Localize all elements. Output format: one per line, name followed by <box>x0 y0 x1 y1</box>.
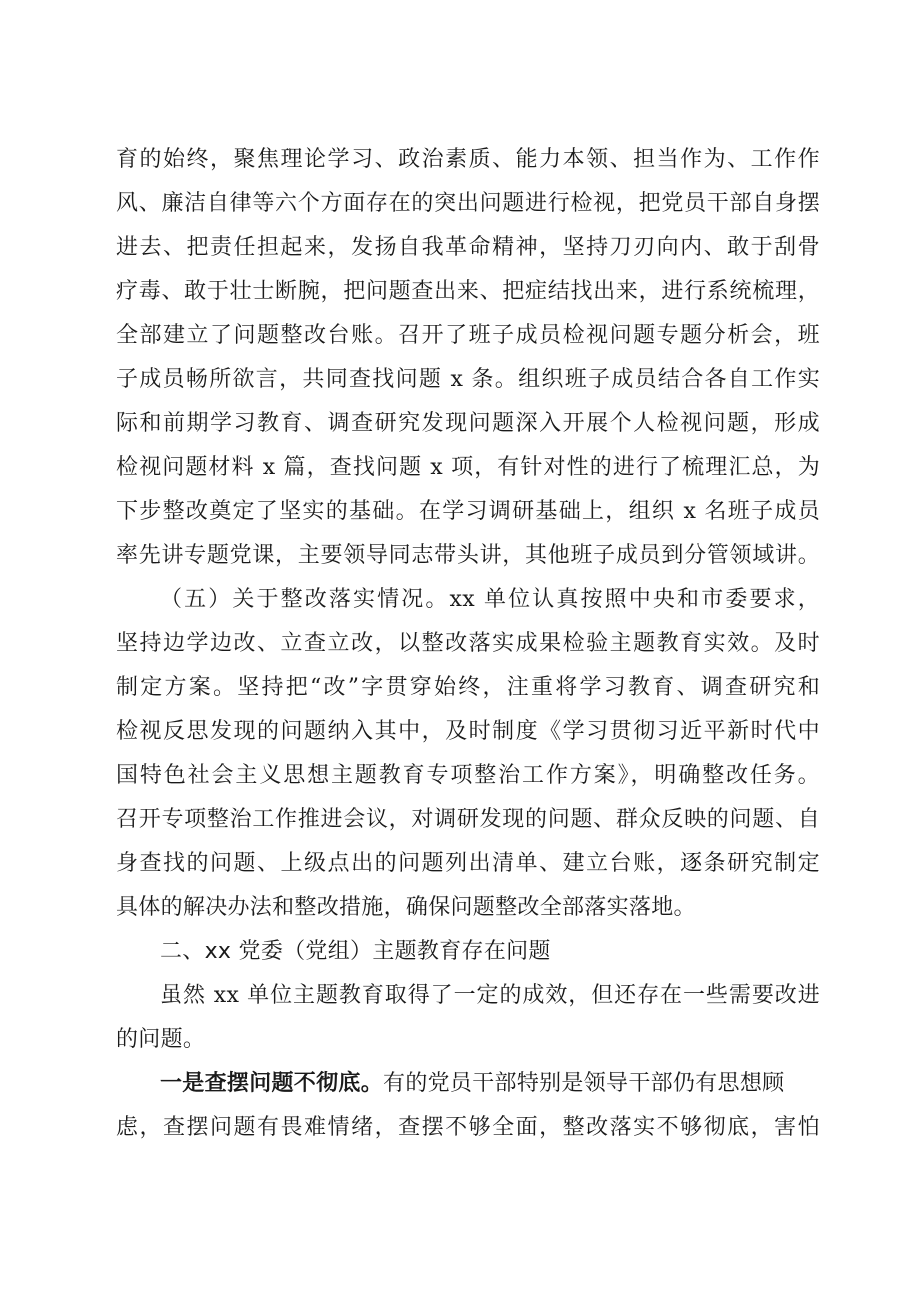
paragraph-line: 育的始终，聚焦理论学习、政治素质、能力本领、担当作为、工作作 <box>116 147 820 172</box>
paragraph-line: 召开专项整治工作推进会议，对调研发现的问题、群众反映的问题、自 <box>116 807 820 832</box>
paragraph-line: 进去、把责任担起来，发扬自我革命精神，坚持刀刃向内、敢于刮骨 <box>116 235 820 260</box>
paragraph-line: 坚持边学边改、立查立改，以整改落实成果检验主题教育实效。及时 <box>116 631 820 656</box>
section-heading: 二、xx 党委（党组）主题教育存在问题 <box>160 939 551 964</box>
paragraph-line: 检视问题材料 x 篇，查找问题 x 项，有针对性的进行了梳理汇总，为 <box>116 455 820 480</box>
paragraph-line: 风、廉洁自律等六个方面存在的突出问题进行检视，把党员干部自身摆 <box>116 191 820 216</box>
paragraph-line: 制定方案。坚持把“改”字贯穿始终，注重将学习教育、调查研究和 <box>116 675 820 700</box>
paragraph-line: 检视反思发现的问题纳入其中，及时制度《学习贯彻习近平新时代中 <box>116 719 820 744</box>
point-one-title: 一是查摆问题不彻底。 <box>160 1071 384 1096</box>
paragraph-line: 子成员畅所欲言，共同查找问题 x 条。组织班子成员结合各自工作实 <box>116 367 820 392</box>
paragraph-line: 际和前期学习教育、调查研究发现问题深入开展个人检视问题，形成 <box>116 411 820 436</box>
paragraph-line: 国特色社会主义思想主题教育专项整治工作方案》，明确整改任务。 <box>116 763 820 788</box>
paragraph-line: 身查找的问题、上级点出的问题列出清单、建立台账，逐条研究制定 <box>116 851 820 876</box>
paragraph-line: 全部建立了问题整改台账。召开了班子成员检视问题专题分析会，班 <box>116 323 820 348</box>
paragraph-line: 下步整改奠定了坚实的基础。在学习调研基础上，组织 x 名班子成员 <box>116 499 820 524</box>
paragraph-line: 具体的解决办法和整改措施，确保问题整改全部落实落地。 <box>116 895 696 920</box>
paragraph-line: 率先讲专题党课，主要领导同志带头讲，其他班子成员到分管领域讲。 <box>116 543 820 568</box>
point-one-line <box>160 1066 820 1102</box>
paragraph-line: 虑，查摆问题有畏难情绪，查摆不够全面，整改落实不够彻底，害怕 <box>116 1115 820 1140</box>
point-one-text: 有的党员干部特别是领导干部仍有思想顾 <box>383 1071 785 1096</box>
paragraph-line: 的问题。 <box>116 1027 206 1052</box>
section-five-line: （五）关于整改落实情况。xx 单位认真按照中央和市委要求， <box>160 587 820 612</box>
paragraph-line: 疗毒、敢于壮士断腕，把问题查出来、把症结找出来，进行系统梳理， <box>116 279 820 304</box>
paragraph-line: 虽然 xx 单位主题教育取得了一定的成效，但还存在一些需要改进 <box>160 983 820 1008</box>
